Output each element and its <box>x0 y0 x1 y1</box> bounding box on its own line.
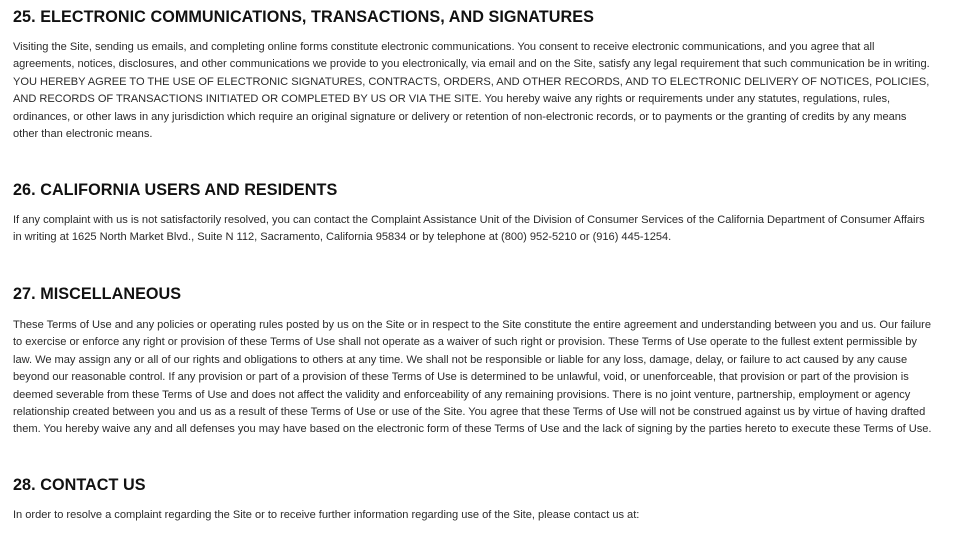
text-line: beyond our reasonable control. If any provision or part of a provision of these Terms of Use is determined to be unlawful, void, or unenforceable, that provision or part of the provision is <box>13 371 909 384</box>
section-body <box>13 507 639 524</box>
section-body <box>13 39 930 143</box>
section-electronic-communications <box>13 7 930 143</box>
text-line: to exercise or enforce any right or provision of these Terms of Use shall not operate as a waiver of such right or provision. These Terms of Use operate to the fullest extent permissible by <box>13 336 917 349</box>
section-heading: 28. CONTACT US <box>13 476 146 494</box>
text-line: relationship created between you and us as a result of these Terms of Use or use of the Site. You agree that these Terms of Use will not be construed against us by virtue of having drafted <box>13 406 926 419</box>
text-line: In order to resolve a complaint regarding the Site or to receive further information regarding use of the Site, please contact us at: <box>13 509 640 521</box>
section-body <box>13 317 931 439</box>
section-contact-us <box>13 475 639 524</box>
text-line: AND RECORDS OF TRANSACTIONS INITIATED OR COMPLETED BY US OR VIA THE SITE. You hereby waive any rights or requirements under any statutes, regulations, rules, <box>13 93 891 106</box>
text-line: ordinances, or other laws in any jurisdiction which require an original signature or delivery or retention of non-electronic records, or to payments or the granting of credits by any means <box>13 110 907 123</box>
text-line: them. You hereby waive any and all defenses you may have based on the electronic form of these Terms of Use and the lack of signing by the parties hereto to execute these Terms of Use. <box>13 423 932 436</box>
text-line: Visiting the Site, sending us emails, and completing online forms constitute electronic communications. You consent to receive electronic communications, and you agree that all <box>13 41 875 53</box>
section-california-users <box>13 180 925 247</box>
text-line: These Terms of Use and any policies or operating rules posted by us on the Site or in respect to the Site constitute the entire agreement and understanding between you and us. Our failure <box>13 319 932 331</box>
text-line: in writing at 1625 North Market Blvd., Suite N 112, Sacramento, California 95834 or by telephone at (800) 952-5210 or (916) 445-1254. <box>13 231 672 244</box>
section-heading: 26. CALIFORNIA USERS AND RESIDENTS <box>13 181 338 199</box>
text-line: law. We may assign any or all of our rights and obligations to others at any time. We shall not be responsible or liable for any loss, damage, delay, or failure to act caused by any cause <box>13 353 908 366</box>
text-line: agreements, notices, disclosures, and other communications we provide to you electronically, via email and on the Site, satisfy any legal requirement that such communication be in writing. <box>13 58 930 71</box>
section-heading: 27. MISCELLANEOUS <box>13 285 182 303</box>
section-miscellaneous <box>13 284 931 439</box>
section-body <box>13 212 925 247</box>
text-line: deemed severable from these Terms of Use and does not affect the validity and enforceability of any remaining provisions. There is no joint venture, partnership, employment or agency <box>13 388 911 401</box>
section-heading: 25. ELECTRONIC COMMUNICATIONS, TRANSACTIONS, AND SIGNATURES <box>13 8 594 26</box>
text-line: YOU HEREBY AGREE TO THE USE OF ELECTRONIC SIGNATURES, CONTRACTS, ORDERS, AND OTHER RECORDS, AND TO ELECTRONIC DELIVERY OF NOTICES, POLICIES, <box>13 75 930 88</box>
text-line: other than electronic means. <box>13 128 153 141</box>
text-line: If any complaint with us is not satisfactorily resolved, you can contact the Complaint Assistance Unit of the Division of Consumer Services of the California Department of Consumer Affairs <box>13 214 925 226</box>
